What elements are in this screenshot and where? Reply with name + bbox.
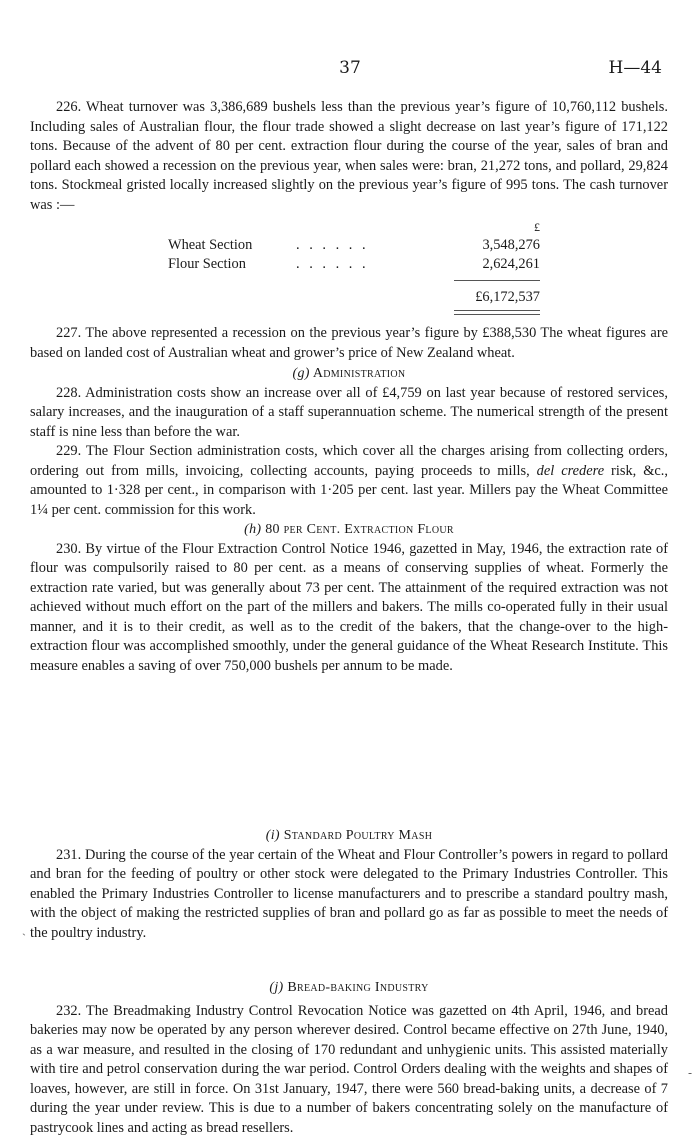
section-232 [30, 978, 668, 1138]
heading-title: Administration [313, 366, 406, 381]
margin-mark: - [688, 1066, 692, 1080]
section-226 [30, 98, 668, 215]
heading-letter: (i) [266, 828, 280, 843]
turnover-row-value: 3,548,276 [450, 237, 540, 254]
paragraph-227: 227. The above represented a recession on the previous year’s figure by £388,530 The wheat figures are based on landed cost of Australian wheat and grower’s price of New Zealand wheat. [30, 324, 668, 363]
section-231 [30, 826, 668, 943]
leader-dots: . . . . . . [296, 237, 369, 254]
margin-mark: ˎ [22, 922, 26, 937]
turnover-total: £6,172,537 [450, 289, 540, 306]
heading-administration [30, 364, 668, 384]
heading-poultry-mash [30, 826, 668, 846]
document-reference: H—44 [609, 58, 662, 78]
heading-title: Standard Poultry Mash [284, 828, 433, 843]
paragraph-229-italic: del credere [537, 463, 604, 479]
heading-letter: (h) [244, 522, 261, 537]
heading-title: Bread-baking Industry [287, 980, 428, 995]
turnover-row-value: 2,624,261 [450, 256, 540, 273]
heading-letter: (j) [269, 980, 283, 995]
paragraph-228: 228. Administration costs show an increase over all of £4,759 on last year because of restored services, salary increases, and the inauguration of a staff superannuation scheme. The numerical strength of the present staff is nine less than before the war. [30, 384, 668, 443]
turnover-row-label: Wheat Section [168, 237, 252, 254]
paragraph-229 [30, 442, 668, 520]
section-227 [30, 324, 668, 676]
paragraph-232: 232. The Breadmaking Industry Control Revocation Notice was gazetted on 4th April, 1946, and bread bakeries may now be operated by any person wherever desired. Control became effective on 27th June, 1940, as a war measure, and resulted in the closing of 170 redundant and unhygienic units. This assisted materially with tire and petrol conservation during the war period. Control Orders dealing with the weights and shapes of loaves, however, are still in force. On 31st January, 1947, there were 560 bread-baking units, a decrease of 7 during the year under review. This is due to a number of bakers concentrating solely on the manufacture of pastrycook lines and acting as bread resellers. [30, 1002, 668, 1138]
heading-title: 80 per Cent. Extraction Flour [265, 522, 454, 537]
heading-extraction-flour [30, 520, 668, 540]
paragraph-230: 230. By virtue of the Flour Extraction Control Notice 1946, gazetted in May, 1946, the extraction rate of flour was compulsorily raised to 80 per cent. as a means of conserving supplies of wheat. Formerly the extraction rate varied, but was generally about 73 per cent. The attainment of the required extraction was not achieved without much effort on the part of the millers and bakers. The mills co-operated fully in their usual manner, and it is to their credit, as well as to the credit of the bakers, that the change-over to the high-extraction flour was accomplished smoothly, under the general guidance of the Wheat Research Institute. This measure enables a saving of over 750,000 bushels per annum to be made. [30, 540, 668, 677]
page-number: 37 [330, 58, 370, 78]
currency-symbol: £ [450, 220, 540, 235]
paragraph-226: 226. Wheat turnover was 3,386,689 bushels less than the previous year’s figure of 10,760,112 bushels. Including sales of Australian flour, the flour trade showed a slight decrease on last year’s figure of 171,122 tons. Because of the advent of 80 per cent. extraction flour during the course of the year, sales of bran and pollard each showed a recession on the previous year, when sales were: bran, 21,272 tons, and pollard, 29,824 tons. Stockmeal gristed locally increased slightly on the previous year’s figure of 995 tons. The cash turnover was :— [30, 98, 668, 215]
turnover-row-label: Flour Section [168, 256, 246, 273]
heading-bread-baking [30, 978, 668, 998]
total-double-rule [454, 310, 540, 315]
heading-letter: (g) [293, 366, 310, 381]
cash-turnover-table [168, 220, 540, 310]
paragraph-231: 231. During the course of the year certain of the Wheat and Flour Controller’s powers in regard to pollard and bran for the feeding of poultry or other stock were delegated to the Primary Industries Controller. This enabled the Primary Industries Controller to license manufacturers and to prescribe a standard poultry mash, with the object of making the restricted supplies of bran and pollard go as far as possible to meet the needs of the poultry industry. [30, 846, 668, 944]
subtotal-rule [454, 280, 540, 281]
paragraph-229-text: risk, &c., amounted to 1·328 per cent., in comparison with 1·205 per cent. last year. Millers pay the Wheat Committee 1¼ per cent. commission for this work. [30, 463, 668, 518]
leader-dots: . . . . . . [296, 256, 369, 273]
paragraph-229-text: 229. The Flour Section administration costs, which cover all the charges arising from collecting orders, ordering out from mills, invoicing, collecting accounts, paying proceeds to mills, [30, 443, 668, 479]
